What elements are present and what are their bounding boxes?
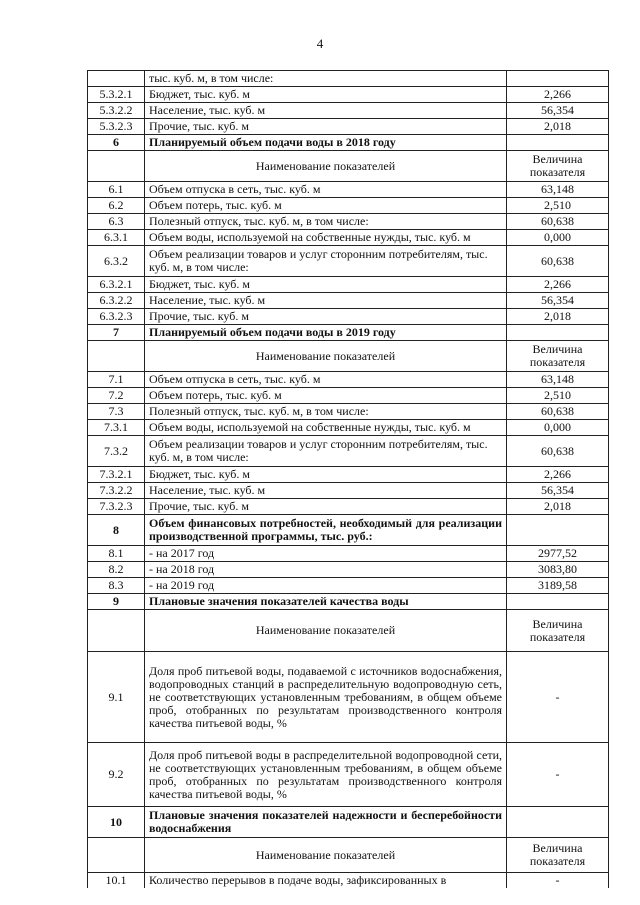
indicator-value: 60,638 bbox=[507, 246, 609, 277]
row-number bbox=[88, 341, 145, 372]
section-title: Объем финансовых потребностей, необходимый для реализации производственной программы, тыс. руб.: bbox=[145, 515, 507, 546]
column-header-name: Наименование показателей bbox=[145, 341, 507, 372]
table-row bbox=[88, 467, 609, 483]
row-number: 6.3 bbox=[88, 214, 145, 230]
indicator-value: 63,148 bbox=[507, 182, 609, 198]
indicator-value: 56,354 bbox=[507, 483, 609, 499]
column-header-value: Величина показателя bbox=[507, 341, 609, 372]
column-header-name: Наименование показателей bbox=[145, 838, 507, 873]
table-row bbox=[88, 743, 609, 807]
indicators-table bbox=[87, 70, 609, 888]
row-number: 6.2 bbox=[88, 198, 145, 214]
table-row bbox=[88, 230, 609, 246]
table-row bbox=[88, 87, 609, 103]
row-number: 10.1 bbox=[88, 873, 145, 889]
indicator-value: 60,638 bbox=[507, 214, 609, 230]
indicator-value: 3189,58 bbox=[507, 578, 609, 594]
table-row bbox=[88, 182, 609, 198]
indicator-name: Полезный отпуск, тыс. куб. м, в том числе: bbox=[145, 214, 507, 230]
indicator-value bbox=[507, 807, 609, 838]
table-row bbox=[88, 873, 609, 889]
row-number: 8.2 bbox=[88, 562, 145, 578]
column-header-name: Наименование показателей bbox=[145, 610, 507, 652]
row-number bbox=[88, 610, 145, 652]
indicator-value bbox=[507, 594, 609, 610]
indicator-name: Объем воды, используемой на собственные нужды, тыс. куб. м bbox=[145, 230, 507, 246]
table-row bbox=[88, 71, 609, 87]
indicator-name: Население, тыс. куб. м bbox=[145, 293, 507, 309]
indicator-value: 60,638 bbox=[507, 436, 609, 467]
indicator-value bbox=[507, 135, 609, 151]
row-number bbox=[88, 838, 145, 873]
table-row bbox=[88, 578, 609, 594]
indicator-value: 0,000 bbox=[507, 230, 609, 246]
table-row bbox=[88, 388, 609, 404]
indicator-name: Прочие, тыс. куб. м bbox=[145, 499, 507, 515]
table-row bbox=[88, 277, 609, 293]
row-number: 8.1 bbox=[88, 546, 145, 562]
table-row bbox=[88, 420, 609, 436]
table-row bbox=[88, 103, 609, 119]
table-row bbox=[88, 119, 609, 135]
indicator-value: - bbox=[507, 873, 609, 889]
row-number: 5.3.2.2 bbox=[88, 103, 145, 119]
indicator-name: - на 2019 год bbox=[145, 578, 507, 594]
column-header-row bbox=[88, 838, 609, 873]
indicator-name: Бюджет, тыс. куб. м bbox=[145, 87, 507, 103]
row-number: 6.3.2.2 bbox=[88, 293, 145, 309]
section-title: Плановые значения показателей надежности и бесперебойности водоснабжения bbox=[145, 807, 507, 838]
indicator-name: Объем отпуска в сеть, тыс. куб. м bbox=[145, 372, 507, 388]
column-header-value: Величина показателя bbox=[507, 151, 609, 182]
row-number: 5.3.2.3 bbox=[88, 119, 145, 135]
row-number: 7.3.2.3 bbox=[88, 499, 145, 515]
indicator-name: Объем потерь, тыс. куб. м bbox=[145, 388, 507, 404]
section-row bbox=[88, 515, 609, 546]
indicator-name: Доля проб питьевой воды, подаваемой с источников водоснабжения, водопроводных станций в распределительную водопроводную сеть, не соответствующих установленным требованиям, в общем объеме проб, отобранных по результатам производственного контроля качества питьевой воды, % bbox=[145, 652, 507, 743]
row-number: 6.3.1 bbox=[88, 230, 145, 246]
row-number: 7.3.1 bbox=[88, 420, 145, 436]
row-number: 9 bbox=[88, 594, 145, 610]
table-row bbox=[88, 309, 609, 325]
table-row bbox=[88, 483, 609, 499]
indicator-name: Объем потерь, тыс. куб. м bbox=[145, 198, 507, 214]
indicator-value bbox=[507, 325, 609, 341]
indicator-value: 2,018 bbox=[507, 499, 609, 515]
indicator-name: тыс. куб. м, в том числе: bbox=[145, 71, 507, 87]
indicator-name: Бюджет, тыс. куб. м bbox=[145, 277, 507, 293]
row-number: 8.3 bbox=[88, 578, 145, 594]
row-number: 9.2 bbox=[88, 743, 145, 807]
table-row bbox=[88, 436, 609, 467]
row-number: 7.3 bbox=[88, 404, 145, 420]
section-row bbox=[88, 594, 609, 610]
indicator-value: 60,638 bbox=[507, 404, 609, 420]
row-number: 7 bbox=[88, 325, 145, 341]
table-row bbox=[88, 562, 609, 578]
section-row bbox=[88, 807, 609, 838]
row-number bbox=[88, 151, 145, 182]
table-row bbox=[88, 652, 609, 743]
indicator-name: - на 2018 год bbox=[145, 562, 507, 578]
row-number: 6.3.2 bbox=[88, 246, 145, 277]
indicator-name: Бюджет, тыс. куб. м bbox=[145, 467, 507, 483]
row-number: 7.3.2 bbox=[88, 436, 145, 467]
row-number: 7.1 bbox=[88, 372, 145, 388]
row-number: 7.3.2.1 bbox=[88, 467, 145, 483]
indicator-value: 2,018 bbox=[507, 309, 609, 325]
section-title: Плановые значения показателей качества воды bbox=[145, 594, 507, 610]
indicator-name: Полезный отпуск, тыс. куб. м, в том числе: bbox=[145, 404, 507, 420]
indicator-value: 2,018 bbox=[507, 119, 609, 135]
indicator-name: Население, тыс. куб. м bbox=[145, 483, 507, 499]
table-row bbox=[88, 198, 609, 214]
indicator-value: 56,354 bbox=[507, 293, 609, 309]
row-number: 5.3.2.1 bbox=[88, 87, 145, 103]
indicator-name: Количество перерывов в подаче воды, зафиксированных в bbox=[145, 873, 507, 889]
row-number: 6.3.2.3 bbox=[88, 309, 145, 325]
indicator-value bbox=[507, 71, 609, 87]
indicator-value bbox=[507, 515, 609, 546]
indicator-name: Население, тыс. куб. м bbox=[145, 103, 507, 119]
section-row bbox=[88, 135, 609, 151]
row-number: 7.2 bbox=[88, 388, 145, 404]
table-row bbox=[88, 499, 609, 515]
indicator-name: Объем реализации товаров и услуг сторонним потребителям, тыс. куб. м, в том числе: bbox=[145, 246, 507, 277]
indicator-value: 2,266 bbox=[507, 277, 609, 293]
column-header-row bbox=[88, 610, 609, 652]
indicator-value: 56,354 bbox=[507, 103, 609, 119]
section-title: Планируемый объем подачи воды в 2018 году bbox=[145, 135, 507, 151]
indicator-name: Объем реализации товаров и услуг сторонним потребителям, тыс. куб. м, в том числе: bbox=[145, 436, 507, 467]
indicator-name: Объем воды, используемой на собственные нужды, тыс. куб. м bbox=[145, 420, 507, 436]
indicator-value: - bbox=[507, 743, 609, 807]
indicator-name: Доля проб питьевой воды в распределительной водопроводной сети, не соответствующих установленным требованиям, в общем объеме проб, отобранных по результатам производственного контроля качества питьевой воды, % bbox=[145, 743, 507, 807]
column-header-row bbox=[88, 151, 609, 182]
row-number: 6 bbox=[88, 135, 145, 151]
indicator-value: 2,510 bbox=[507, 198, 609, 214]
page-number: 4 bbox=[316, 36, 324, 51]
table-row bbox=[88, 246, 609, 277]
section-row bbox=[88, 325, 609, 341]
row-number bbox=[88, 71, 145, 87]
table-row bbox=[88, 214, 609, 230]
row-number: 9.1 bbox=[88, 652, 145, 743]
row-number: 8 bbox=[88, 515, 145, 546]
indicator-name: - на 2017 год bbox=[145, 546, 507, 562]
indicator-value: 0,000 bbox=[507, 420, 609, 436]
row-number: 6.3.2.1 bbox=[88, 277, 145, 293]
indicator-value: 2977,52 bbox=[507, 546, 609, 562]
row-number: 7.3.2.2 bbox=[88, 483, 145, 499]
indicator-value: 2,266 bbox=[507, 467, 609, 483]
row-number: 6.1 bbox=[88, 182, 145, 198]
indicator-name: Прочие, тыс. куб. м bbox=[145, 309, 507, 325]
indicator-value: - bbox=[507, 652, 609, 743]
column-header-value: Величина показателя bbox=[507, 838, 609, 873]
indicator-name: Прочие, тыс. куб. м bbox=[145, 119, 507, 135]
table-row bbox=[88, 404, 609, 420]
indicator-value: 2,266 bbox=[507, 87, 609, 103]
table-row bbox=[88, 372, 609, 388]
section-title: Планируемый объем подачи воды в 2019 году bbox=[145, 325, 507, 341]
row-number: 10 bbox=[88, 807, 145, 838]
table-row bbox=[88, 546, 609, 562]
table-row bbox=[88, 293, 609, 309]
indicator-name: Объем отпуска в сеть, тыс. куб. м bbox=[145, 182, 507, 198]
column-header-value: Величина показателя bbox=[507, 610, 609, 652]
column-header-name: Наименование показателей bbox=[145, 151, 507, 182]
column-header-row bbox=[88, 341, 609, 372]
indicator-value: 63,148 bbox=[507, 372, 609, 388]
indicator-value: 2,510 bbox=[507, 388, 609, 404]
indicator-value: 3083,80 bbox=[507, 562, 609, 578]
